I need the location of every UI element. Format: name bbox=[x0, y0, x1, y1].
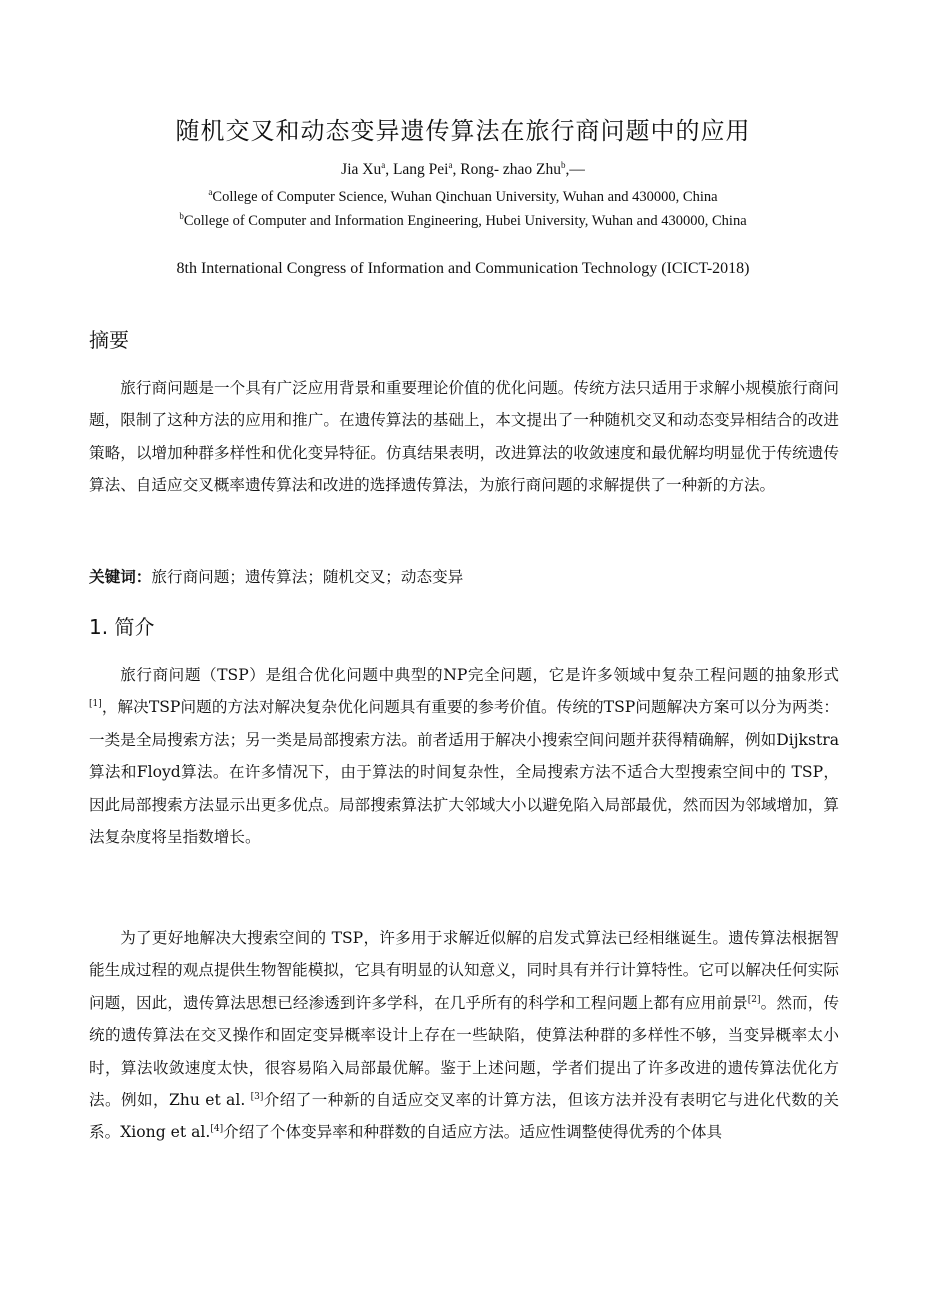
affiliation-text: College of Computer and Information Engineering, Hubei University, Wuhan and 430000, China bbox=[183, 213, 747, 229]
affiliation-mark: b bbox=[179, 211, 184, 222]
intro-paragraph-1 bbox=[89, 659, 839, 853]
paragraph-text: 介绍了个体变异率和种群数的自适应方法。适应性调整使得优秀的个体具 bbox=[223, 1123, 723, 1142]
intro-heading: 1. 简介 bbox=[89, 615, 155, 639]
author-separator: , bbox=[452, 161, 461, 178]
paragraph-text: 旅行商问题（TSP）是组合优化问题中典型的NP完全问题，它是许多领域中复杂工程问题的抽象形式 bbox=[120, 666, 839, 684]
affiliation-a bbox=[0, 187, 926, 207]
affiliation-text: College of Computer Science, Wuhan Qinchuan University, Wuhan and 430000, China bbox=[212, 189, 718, 205]
author-separator: ,— bbox=[565, 161, 585, 178]
keywords-text: 旅行商问题；遗传算法；随机交叉；动态变异 bbox=[151, 568, 464, 586]
paragraph-text: 介绍了一种新的自适应交叉率的计算方法，但该方法并没有表明它与进化代数的关系。Xiong et al. bbox=[89, 1091, 839, 1142]
intro-paragraph-2 bbox=[89, 922, 839, 1149]
author-line bbox=[0, 160, 926, 180]
citation-marker: [4] bbox=[210, 1124, 224, 1135]
conference-line: 8th International Congress of Information and Communication Technology (ICICT-2018) bbox=[176, 260, 750, 277]
affiliation-mark: a bbox=[208, 187, 213, 198]
paper-title: 随机交叉和动态变异遗传算法在旅行商问题中的应用 bbox=[175, 117, 751, 145]
author-name: Lang Pei bbox=[392, 161, 449, 178]
citation-marker: [2] bbox=[747, 994, 761, 1005]
author-separator: , bbox=[385, 161, 393, 178]
abstract-heading: 摘要 bbox=[89, 328, 129, 352]
citation-marker: [3] bbox=[250, 1091, 264, 1102]
paragraph-text: 。然而，传统的遗传算法在交叉操作和固定变异概率设计上存在一些缺陷，使算法种群的多样性不够，当变异概率太小时，算法收敛速度太快，很容易陷入局部最优解。鉴于上述问题，学者们提出了许多改进的遗传算法优化方法。例如，Zhu et al. bbox=[89, 993, 839, 1110]
paragraph-text: 为了更好地解决大搜索空间的 TSP，许多用于求解近似解的启发式算法已经相继诞生。遗传算法根据智能生成过程的观点提供生物智能模拟，它具有明显的认知意义，同时具有并行计算特性。它可以解决任何实际问题，因此，遗传算法思想已经渗透到许多学科，在几乎所有的科学和工程问题上都有应用前景 bbox=[89, 929, 839, 1012]
abstract-paragraph: 旅行商问题是一个具有广泛应用背景和重要理论价值的优化问题。传统方法只适用于求解小规模旅行商问题，限制了这种方法的应用和推广。在遗传算法的基础上，本文提出了一种随机交叉和动态变异相结合的改进策略，以增加种群多样性和优化变异特征。仿真结果表明，改进算法的收敛速度和最优解均明显优于传统遗传算法、自适应交叉概率遗传算法和改进的选择遗传算法，为旅行商问题的求解提供了一种新的方法。 bbox=[89, 379, 839, 495]
affiliation-b bbox=[0, 211, 926, 231]
keywords-label: 关键词： bbox=[89, 568, 152, 586]
affiliation-mark: b bbox=[560, 159, 566, 170]
affiliation-mark: a bbox=[448, 159, 453, 170]
author-name: Rong- zhao Zhu bbox=[460, 161, 561, 178]
citation-marker: [1] bbox=[89, 699, 102, 710]
keywords-line bbox=[89, 563, 839, 591]
affiliation-mark: a bbox=[381, 159, 386, 170]
author-name: Jia Xu bbox=[341, 161, 382, 178]
paragraph-text: ，解决TSP问题的方法对解决复杂优化问题具有重要的参考价值。传统的TSP问题解决方案可以分为两类：一类是全局搜索方法；另一类是局部搜索方法。前者适用于解决小搜索空间问题并获得精确解，例如Dijkstra算法和Floyd算法。在许多情况下，由于算法的时间复杂性，全局搜索方法不适合大型搜索空间中的 TSP，因此局部搜索方法显示出更多优点。局部搜索算法扩大邻域大小以避免陷入局部最优，然而因为邻域增加，算法复杂度将呈指数增长。 bbox=[89, 698, 839, 847]
